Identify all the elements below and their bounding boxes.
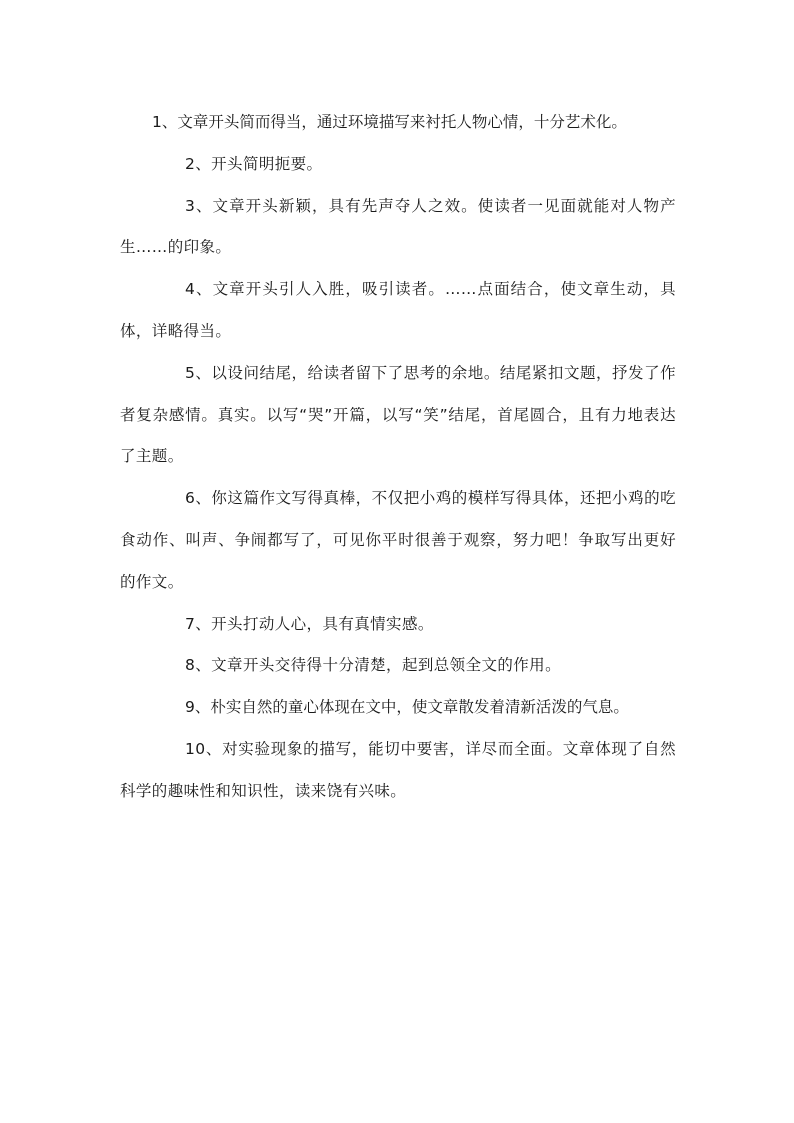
paragraph-6: 6、你这篇作文写得真棒，不仅把小鸡的模样写得具体，还把小鸡的吃食动作、叫声、争闹都写了，可见你平时很善于观察，努力吧！争取写出更好的作文。: [120, 489, 676, 591]
paragraph-5: 5、以设问结尾，给读者留下了思考的余地。结尾紧扣文题，抒发了作者复杂感情。真实。以写“哭”开篇，以写“笑”结尾，首尾圆合，且有力地表达了主题。: [120, 363, 676, 466]
paragraph-7: 7、开头打动人心，具有真情实感。: [185, 614, 434, 633]
paragraph-10: 10、对实验现象的描写，能切中要害，详尽而全面。文章体现了自然科学的趣味性和知识性，读来饶有兴味。: [120, 739, 676, 800]
document-body: [120, 102, 676, 813]
paragraph-4: 4、文章开头引人入胜，吸引读者。……点面结合，使文章生动，具体，详略得当。: [120, 280, 676, 340]
paragraph-9: 9、朴实自然的童心体现在文中，使文章散发着清新活泼的气息。: [185, 698, 629, 717]
paragraph-3: 3、文章开头新颖，具有先声夺人之效。使读者一见面就能对人物产生……的印象。: [120, 196, 676, 257]
paragraph-8: 8、文章开头交待得十分清楚，起到总领全文的作用。: [185, 656, 561, 675]
paragraph-2: 2、开头简明扼要。: [185, 154, 323, 173]
paragraph-1: 1、文章开头简而得当，通过环境描写来衬托人物心情，十分艺术化。: [152, 113, 627, 131]
